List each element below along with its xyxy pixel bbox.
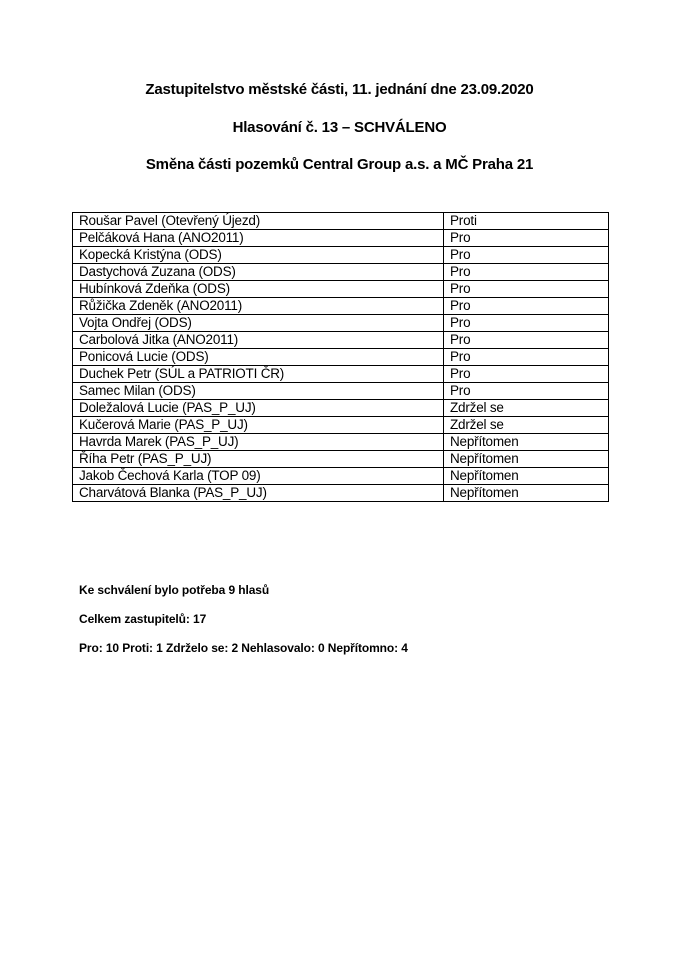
vote-value-cell: Zdržel se [444, 417, 609, 434]
vote-value-cell: Pro [444, 247, 609, 264]
vote-table-row [73, 298, 609, 315]
vote-table [72, 212, 609, 502]
vote-value-cell: Pro [444, 315, 609, 332]
member-name-cell: Duchek Petr (SÚL a PATRIOTI ČR) [73, 366, 444, 383]
vote-value-cell: Zdržel se [444, 400, 609, 417]
vote-value-cell: Pro [444, 230, 609, 247]
vote-table-row [73, 468, 609, 485]
vote-summary [79, 583, 408, 670]
required-votes-text: Ke schválení bylo potřeba 9 hlasů [79, 583, 270, 597]
member-name-cell: Roušar Pavel (Otevřený Újezd) [73, 213, 444, 230]
vote-value-cell: Nepřítomen [444, 451, 609, 468]
vote-value-cell: Nepřítomen [444, 485, 609, 502]
vote-table-row [73, 247, 609, 264]
vote-table-row [73, 230, 609, 247]
vote-table-row [73, 281, 609, 298]
member-name-cell: Doležalová Lucie (PAS_P_UJ) [73, 400, 444, 417]
vote-result-title: Hlasování č. 13 – SCHVÁLENO [232, 119, 447, 136]
member-name-cell: Kopecká Kristýna (ODS) [73, 247, 444, 264]
vote-table-row [73, 400, 609, 417]
member-name-cell: Říha Petr (PAS_P_UJ) [73, 451, 444, 468]
vote-value-cell: Pro [444, 383, 609, 400]
total-members-text: Celkem zastupitelů: 17 [79, 612, 207, 626]
vote-counts-text: Pro: 10 Proti: 1 Zdrželo se: 2 Nehlasovalo: 0 Nepřítomno: 4 [79, 641, 408, 655]
vote-table-body [73, 213, 609, 502]
vote-table-row [73, 434, 609, 451]
vote-table-row [73, 366, 609, 383]
vote-value-cell: Pro [444, 264, 609, 281]
member-name-cell: Růžička Zdeněk (ANO2011) [73, 298, 444, 315]
member-name-cell: Jakob Čechová Karla (TOP 09) [73, 468, 444, 485]
vote-subject-title: Směna části pozemků Central Group a.s. a MČ Praha 21 [145, 156, 534, 173]
member-name-cell: Havrda Marek (PAS_P_UJ) [73, 434, 444, 451]
vote-table-row [73, 451, 609, 468]
member-name-cell: Hubínková Zdeňka (ODS) [73, 281, 444, 298]
vote-value-cell: Pro [444, 281, 609, 298]
vote-value-cell: Pro [444, 298, 609, 315]
member-name-cell: Kučerová Marie (PAS_P_UJ) [73, 417, 444, 434]
member-name-cell: Ponicová Lucie (ODS) [73, 349, 444, 366]
member-name-cell: Carbolová Jitka (ANO2011) [73, 332, 444, 349]
vote-value-cell: Pro [444, 366, 609, 383]
member-name-cell: Pelčáková Hana (ANO2011) [73, 230, 444, 247]
vote-value-cell: Nepřítomen [444, 434, 609, 451]
member-name-cell: Samec Milan (ODS) [73, 383, 444, 400]
member-name-cell: Vojta Ondřej (ODS) [73, 315, 444, 332]
meeting-title: Zastupitelstvo městské části, 11. jednání dne 23.09.2020 [145, 81, 534, 98]
vote-table-row [73, 417, 609, 434]
member-name-cell: Charvátová Blanka (PAS_P_UJ) [73, 485, 444, 502]
vote-table-row [73, 383, 609, 400]
vote-table-row [73, 349, 609, 366]
vote-table-row [73, 332, 609, 349]
vote-value-cell: Nepřítomen [444, 468, 609, 485]
vote-value-cell: Pro [444, 349, 609, 366]
vote-table-row [73, 264, 609, 281]
vote-table-row [73, 485, 609, 502]
vote-value-cell: Pro [444, 332, 609, 349]
vote-value-cell: Proti [444, 213, 609, 230]
member-name-cell: Dastychová Zuzana (ODS) [73, 264, 444, 281]
vote-table-row [73, 213, 609, 230]
vote-table-row [73, 315, 609, 332]
